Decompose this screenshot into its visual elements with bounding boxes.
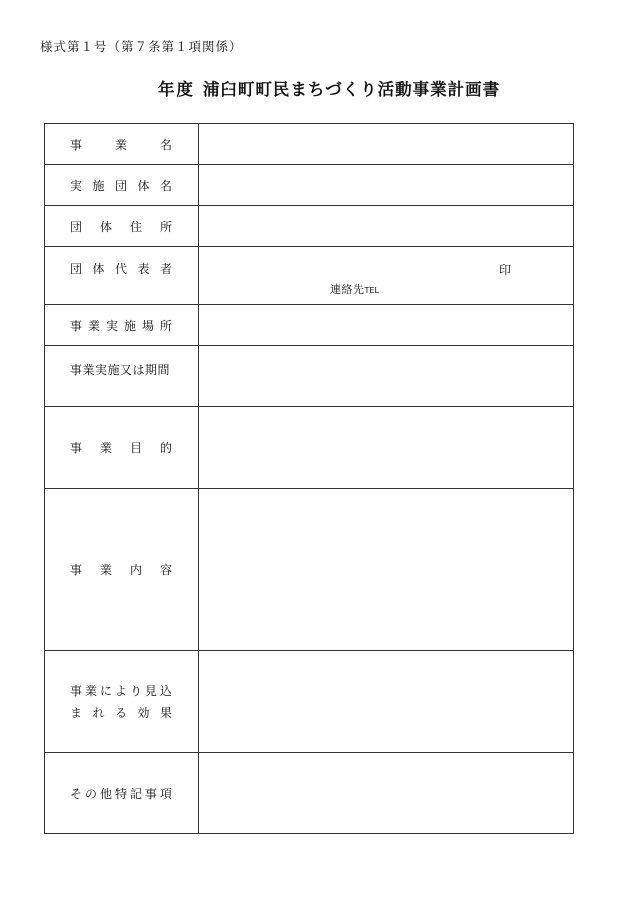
- label-char: 代: [114, 262, 127, 276]
- label-char: 他: [99, 786, 112, 801]
- label-char: の: [84, 786, 97, 801]
- tel-label: TEL: [364, 286, 379, 295]
- seal-mark: 印: [498, 263, 511, 277]
- label-char: 団: [70, 219, 83, 234]
- form-title: [0, 76, 630, 100]
- label-char: 施: [92, 178, 105, 193]
- contact-label: [330, 281, 379, 297]
- title-main: 浦臼町町民まちづくり活動事業計画書: [202, 80, 501, 99]
- label-char: 業: [99, 441, 112, 455]
- label-char: 事: [70, 318, 83, 333]
- label-char: 特: [114, 786, 127, 801]
- row-representative: [45, 247, 574, 305]
- label-char: そ: [70, 786, 83, 801]
- label-char: る: [114, 705, 127, 720]
- label-char: 業: [87, 318, 100, 333]
- label-line-1: [70, 680, 172, 702]
- label-organization-name: [45, 165, 199, 206]
- label-char: 団: [114, 178, 127, 193]
- form-number: 様式第１号（第７条第１項関係）: [40, 39, 243, 54]
- label-char: 業: [99, 563, 112, 577]
- row-expected-effect: [45, 651, 574, 753]
- contact-text: 連絡先: [330, 283, 365, 296]
- label-line-2: [70, 702, 172, 724]
- label-char: 業: [114, 137, 127, 152]
- label-char: 内: [129, 563, 142, 577]
- label-text: 事業実施又は期間: [70, 363, 171, 377]
- label-char: 体: [99, 219, 112, 234]
- row-other-notes: [45, 753, 574, 834]
- label-char: れ: [92, 705, 105, 720]
- label-char: ま: [70, 705, 83, 720]
- label-char: 見: [144, 683, 157, 698]
- label-text: [45, 561, 198, 578]
- row-project-location: [45, 305, 574, 346]
- label-char: に: [99, 683, 112, 698]
- label-char: 記: [129, 786, 142, 801]
- row-project-period: [45, 346, 574, 407]
- label-char: 表: [137, 262, 150, 276]
- label-char: 目: [129, 441, 142, 455]
- label-char: 的: [159, 441, 172, 455]
- label-char: 所: [159, 219, 172, 234]
- row-organization-address: [45, 206, 574, 247]
- label-text: [45, 177, 198, 194]
- label-char: 者: [159, 262, 172, 276]
- label-text: [45, 439, 198, 456]
- field-organization-address[interactable]: [199, 206, 574, 247]
- label-char: 事: [70, 683, 83, 698]
- field-project-period[interactable]: [199, 346, 574, 407]
- row-project-purpose: [45, 407, 574, 489]
- label-char: 名: [159, 137, 172, 152]
- label-char: 事: [70, 137, 83, 152]
- field-representative[interactable]: [199, 247, 574, 305]
- label-project-purpose: [45, 407, 199, 489]
- label-char: 果: [159, 705, 172, 720]
- label-text: [45, 317, 198, 334]
- label-char: 名: [159, 178, 172, 193]
- field-organization-name[interactable]: [199, 165, 574, 206]
- label-project-content: [45, 489, 199, 651]
- label-project-name: [45, 124, 199, 165]
- label-char: 施: [123, 318, 136, 333]
- row-project-name: [45, 124, 574, 165]
- label-char: 容: [159, 563, 172, 577]
- label-text: [45, 785, 198, 802]
- field-project-location[interactable]: [199, 305, 574, 346]
- label-char: 込: [159, 683, 172, 698]
- label-text: [45, 218, 198, 235]
- label-organization-address: [45, 206, 199, 247]
- label-char: 実: [70, 178, 83, 193]
- label-char: 効: [137, 705, 150, 720]
- label-char: 団: [70, 262, 83, 276]
- label-project-location: [45, 305, 199, 346]
- label-char: 事: [70, 441, 83, 455]
- label-text: [45, 680, 198, 724]
- label-char: 事: [144, 786, 157, 801]
- field-project-purpose[interactable]: [199, 407, 574, 489]
- label-text: [45, 136, 198, 153]
- label-project-period: [45, 346, 199, 407]
- label-other-notes: [45, 753, 199, 834]
- label-char: 所: [159, 318, 172, 333]
- label-char: 場: [141, 318, 154, 333]
- field-other-notes[interactable]: [199, 753, 574, 834]
- label-char: 住: [129, 219, 142, 234]
- label-text: [45, 260, 198, 277]
- label-char: 項: [159, 786, 172, 801]
- title-year: 年度: [157, 80, 195, 99]
- field-expected-effect[interactable]: [199, 651, 574, 753]
- label-char: よ: [114, 683, 127, 698]
- label-char: 事: [70, 563, 83, 577]
- field-project-content[interactable]: [199, 489, 574, 651]
- row-project-content: [45, 489, 574, 651]
- label-char: 体: [92, 262, 105, 276]
- label-char: り: [129, 683, 142, 698]
- row-organization-name: [45, 165, 574, 206]
- label-expected-effect: [45, 651, 199, 753]
- plan-form-table: [44, 123, 574, 834]
- label-representative: [45, 247, 199, 305]
- label-char: 体: [137, 178, 150, 193]
- field-project-name[interactable]: [199, 124, 574, 165]
- label-char: 実: [105, 318, 118, 333]
- label-char: 業: [84, 683, 97, 698]
